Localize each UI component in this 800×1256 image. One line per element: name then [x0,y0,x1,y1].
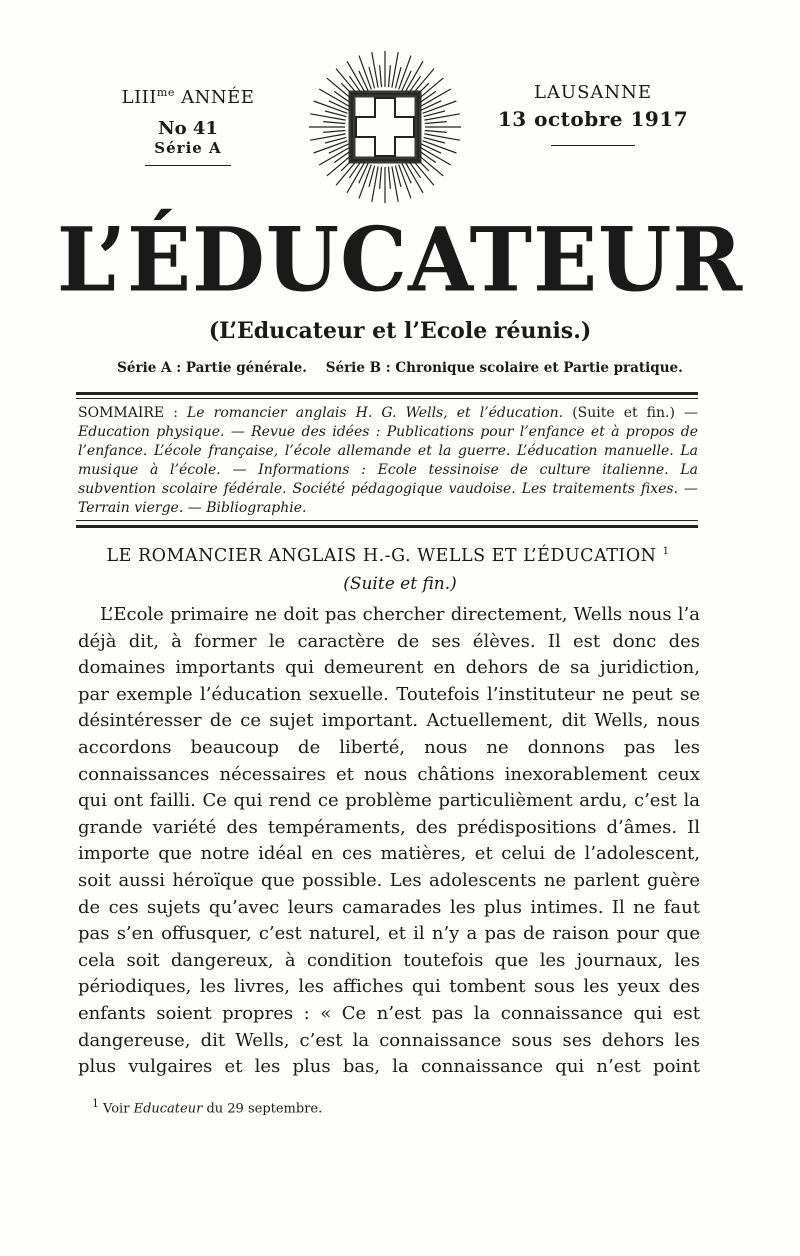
sommaire-sep: — [230,424,245,440]
header-right [478,82,708,146]
series-b-label: Série B : Chronique scolaire et Partie pratique. [325,360,683,376]
sommaire-sep: — [232,462,247,478]
sunburst-ray [329,144,349,153]
article-title-text: LE ROMANCIER ANGLAIS H.-G. WELLS ET L’ÉDUCATION [106,546,657,566]
masthead-subtitle: (L’Educateur et l’Ecole réunis.) [208,318,592,344]
sunburst-ray [421,101,441,110]
footnote-ref: 1 [662,546,670,558]
sommaire [78,404,698,518]
year-word: ANNÉE [181,87,255,108]
sommaire-item: Informations : Ecole tessinoise de culture italienne. La subvention scolaire fédérale. Société pédagogique vaudoise. Les traitements fixes. [78,462,699,497]
year-sup: me [156,86,175,99]
sommaire-item: Education physique. [78,424,225,440]
year-roman: LIII [121,87,157,108]
sommaire-sep: — [684,481,698,497]
sommaire-bottom-rule-thick [76,525,698,528]
sommaire-item: Terrain vierge. [78,500,184,516]
sommaire-item: Revue des idées : Publications pour l’enfance et à propos de l’enfance. L’école française, l’école allemande et la guerre. L’éducation manuelle. La musique à l’école. [78,424,699,478]
series-line [0,360,800,376]
footnote-text-after: du 29 septembre. [206,1101,323,1117]
sommaire-sep: — [187,500,202,516]
swiss-cross-sunburst-emblem [308,46,462,206]
footnote-text: Voir [103,1101,130,1117]
sunburst-ray [421,144,441,153]
article-title [76,546,700,566]
article-paragraph: L’Ecole primaire ne doit pas chercher directement, Wells nous l’a déjà dit, à former le caractère de ses élèves. Il est donc des domaines importants qui demeurent en dehors de sa juridiction, par exemple l’éducation sexuelle. Toutefois l’instituteur ne peut se désintéresser de ce sujet important. Actuellement, dit Wells, nous accordons beaucoup de liberté, nous ne donnons pas les connaissances nécessaires et nous châtions inexorablement ceux qui ont failli. Ce qui rend ce problème particulièment ardu, c’est la grande variété des tempéraments, des prédispositions d’âmes. Il importe que notre idéal en ces matières, et celui de l’adolescent, soit aussi héroïque que possible. Les adolescents ne parlent guère de ces sujets qu’avec leurs camarades les plus intimes. Il ne faut pas s’en offusquer, c’est naturel, et il n’y a pas de raison pour que cela soit dangereux, à condition toutefois que les journaux, les périodiques, les livres, les affiches qui tombent sous les yeux des enfants soient propres : « Ce n’est pas la connaissance qui est dangereuse, dit Wells, c’est la connaissance sous ses dehors les plus vulgaires et les plus bas, la connaissance qui n’est point [78,604,700,1078]
issue-date: 13 octobre 1917 [497,107,689,131]
article-subtitle: (Suite et fin.) [343,574,457,594]
sunburst-ray [359,71,368,91]
sunburst-ray [329,101,349,110]
sunburst-ray [425,122,447,124]
sunburst-ray [359,163,368,183]
city: LAUSANNE [533,82,653,103]
sunburst-ray [389,167,391,189]
article-body [78,602,700,1081]
sommaire-sep: — [684,405,699,421]
sommaire-item: Le romancier anglais H. G. Wells, et l’éducation. [187,405,564,421]
issue-number: No 41 [158,118,218,139]
sunburst-ray [402,163,411,183]
header-right-rule [551,145,635,146]
sommaire-top-rule-thick [76,392,698,395]
sommaire-item: Bibliographie. [206,500,307,516]
sunburst-ray [425,131,447,133]
footnote [92,1097,322,1116]
sunburst-ray [323,131,345,133]
sommaire-label: SOMMAIRE : [78,405,178,421]
sunburst-ray [323,122,345,124]
sunburst-ray [380,167,382,189]
footnote-italic: Educateur [133,1101,203,1117]
issue-series: Série A [154,139,222,157]
sunburst-ray [380,65,382,87]
sommaire-note: (Suite et fin.) [572,405,675,421]
footnote-mark: 1 [92,1097,99,1110]
sunburst-ray [402,71,411,91]
series-a-label: Série A : Partie générale. [117,360,307,376]
year-line [98,86,278,108]
sommaire-top-rule-thin [76,398,698,399]
header-left-rule [145,165,231,166]
header-left [98,86,278,166]
sommaire-bottom-rule-thin [76,520,698,521]
masthead-title: L’ÉDUCATEUR [56,207,744,312]
sunburst-ray [389,65,391,87]
